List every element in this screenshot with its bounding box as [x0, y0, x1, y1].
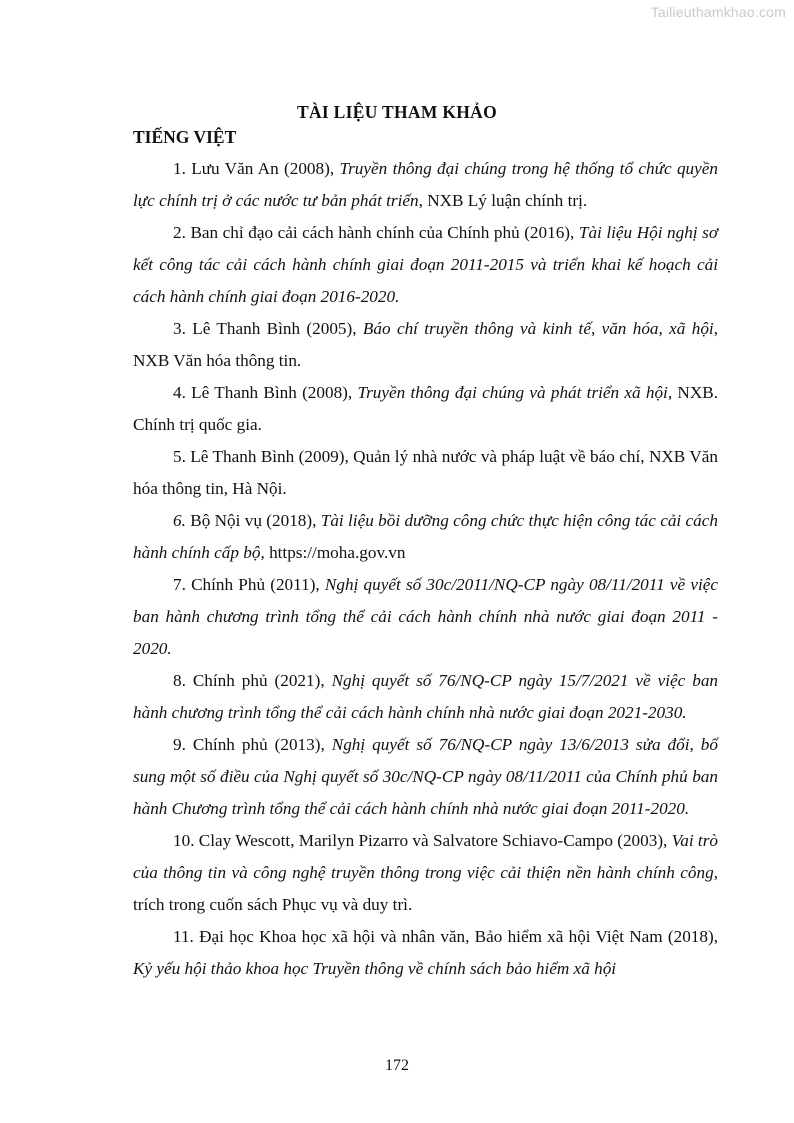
reference-text: https://moha.gov.vn [264, 543, 406, 562]
reference-item [133, 921, 718, 985]
reference-number: 7. [173, 575, 186, 594]
page-number: 172 [385, 1057, 409, 1074]
reference-item [133, 441, 718, 505]
reference-text: , NXB Lý luận chính trị. [418, 191, 588, 210]
reference-title: Nghị quyết số 76/NQ-CP ngày 13/6/2013 sửa đổi, bổ sung một số điều của Nghị quyết số 30c/NQ-CP ngày 08/11/2011 của Chính phủ ban hành Chương trình tổng thể cải cách hành chính nhà nước giai đoạn 2011-2020. [133, 735, 718, 818]
reference-item [133, 505, 718, 569]
reference-title: Nghị quyết số 76/NQ-CP ngày 15/7/2021 về việc ban hành chương trình tổng thể cải cách hành chính nhà nước giai đoạn 2021-2030. [133, 671, 719, 722]
reference-title: Truyền thông đại chúng trong hệ thống tổ chức quyền lực chính trị ở các nước tư bản phát triển [133, 159, 718, 210]
reference-title: Báo chí truyền thông và kinh tế, văn hóa, xã hội [362, 319, 714, 338]
reference-item [133, 377, 718, 441]
page-title: TÀI LIỆU THAM KHẢO [296, 102, 498, 122]
reference-item [133, 665, 718, 729]
reference-number: 11. [173, 927, 194, 946]
reference-number: 3. [173, 319, 186, 338]
reference-title: Truyền thông đại chúng và phát triển xã hội [357, 383, 668, 402]
reference-text: , NXB. Chính trị quốc gia. [133, 383, 718, 434]
reference-title: Tài liệu Hội nghị sơ kết công tác cải cách hành chính giai đoạn 2011-2015 và triển khai kế hoạch cải cách hành chính giai đoạn 2016-2020. [133, 223, 718, 306]
reference-text: Lê Thanh Bình (2005), [185, 319, 363, 338]
reference-text: Chính phủ (2021), [185, 671, 332, 690]
reference-number: 6. [173, 511, 186, 530]
reference-text: Lê Thanh Bình (2008), [185, 383, 358, 402]
reference-item [133, 153, 718, 217]
section-heading: TIẾNG VIỆT [133, 127, 237, 147]
reference-number: 2. [173, 223, 186, 242]
reference-text: Ban chỉ đạo cải cách hành chính của Chính phủ (2016), [185, 223, 579, 242]
reference-text: Lê Thanh Bình (2009), Quản lý nhà nước và pháp luật về báo chí, NXB Văn hóa thông tin, Hà Nội. [133, 447, 718, 498]
reference-title: Nghị quyết số 30c/2011/NQ-CP ngày 08/11/2011 về việc ban hành chương trình tổng thể cải cách hành chính nhà nước giai đoạn 2011 - 2020. [133, 575, 718, 658]
reference-title: Kỷ yếu hội thảo khoa học Truyền thông về chính sách bảo hiểm xã hội [133, 959, 617, 978]
reference-item [133, 825, 718, 921]
reference-item [133, 313, 718, 377]
reference-number: 5. [173, 447, 186, 466]
reference-item [133, 569, 718, 665]
watermark: Tailieuthamkhao.com [650, 4, 786, 20]
reference-number: 10. [173, 831, 195, 850]
reference-list [133, 153, 718, 985]
reference-title: Tài liệu bồi dưỡng công chức thực hiện công tác cải cách hành chính cấp bộ, [133, 511, 718, 562]
reference-number: 9. [173, 735, 186, 754]
reference-text: Clay Wescott, Marilyn Pizarro và Salvatore Schiavo-Campo (2003), [194, 831, 672, 850]
reference-item [133, 729, 718, 825]
reference-text: , trích trong cuốn sách Phục vụ và duy trì. [133, 863, 718, 914]
reference-text: Chính Phủ (2011), [185, 575, 325, 594]
reference-item [133, 217, 718, 313]
reference-text: , NXB Văn hóa thông tin. [133, 319, 718, 370]
reference-text: Chính phủ (2013), [185, 735, 332, 754]
reference-number: 1. [173, 159, 186, 178]
reference-text: Đại học Khoa học xã hội và nhân văn, Bảo hiểm xã hội Việt Nam (2018), [193, 927, 718, 946]
reference-number: 8. [173, 671, 186, 690]
reference-text: Bộ Nội vụ (2018), [185, 511, 321, 530]
reference-title: Vai trò của thông tin và công nghệ truyền thông trong việc cải thiện nền hành chính công [133, 831, 718, 882]
reference-text: Lưu Văn An (2008), [185, 159, 340, 178]
reference-number: 4. [173, 383, 186, 402]
